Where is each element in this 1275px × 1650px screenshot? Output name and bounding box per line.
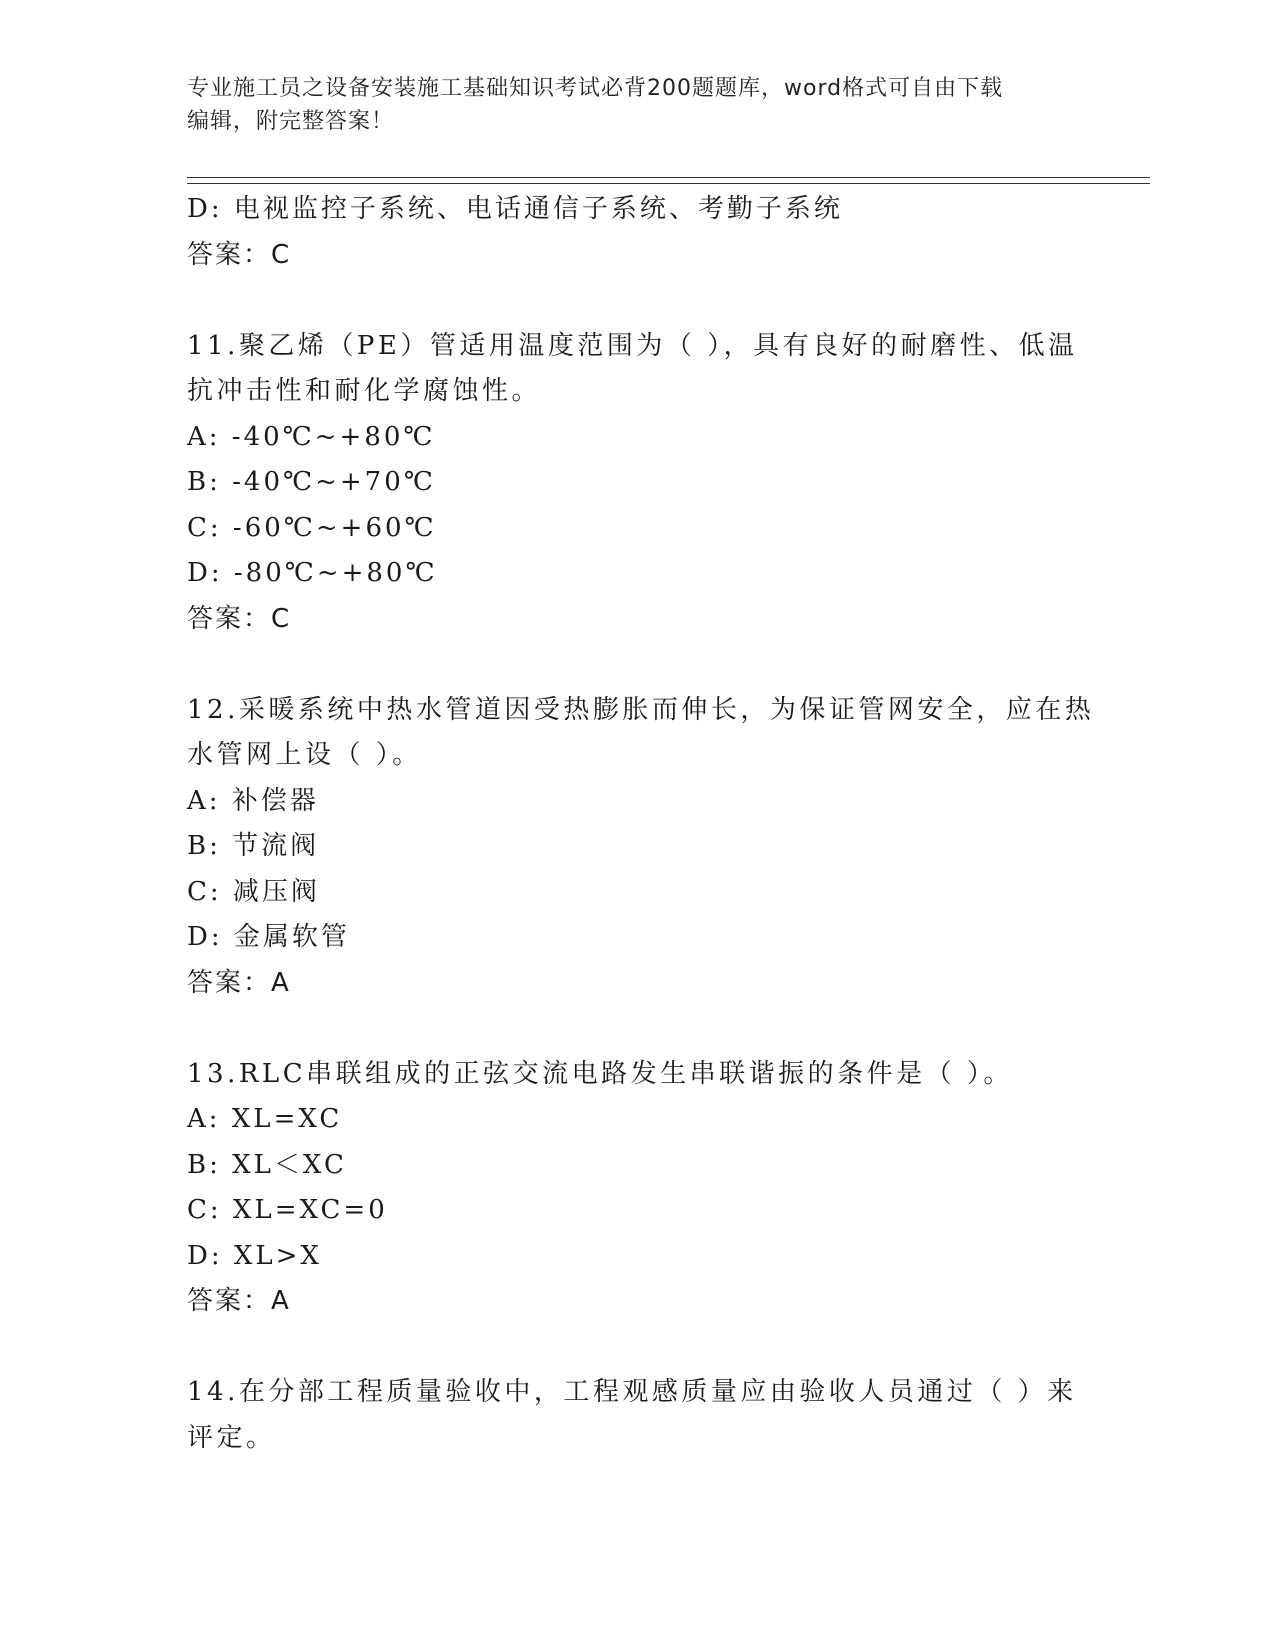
option-b: B: 节流阀 bbox=[187, 831, 320, 861]
stem-line: 14.在分部工程质量验收中，工程观感质量应由验收人员通过（ ）来 bbox=[187, 1377, 1077, 1407]
stem-line: 评定。 bbox=[187, 1422, 276, 1453]
option-a: A: -40℃~+80℃ bbox=[187, 421, 436, 452]
option-b: B: XL＜XC bbox=[187, 1149, 347, 1180]
question-stem bbox=[187, 1370, 1087, 1461]
document-header bbox=[187, 72, 1087, 138]
stem-line: 抗冲击性和耐化学腐蚀性。 bbox=[187, 376, 542, 406]
question-stem bbox=[187, 688, 1095, 779]
option-d: D: 金属软管 bbox=[187, 922, 350, 952]
stem-line: 13.RLC串联组成的正弦交流电路发生串联谐振的条件是（ ）。 bbox=[187, 1058, 1013, 1089]
question-stem bbox=[187, 1052, 1087, 1098]
option-c: C: 减压阀 bbox=[187, 876, 320, 907]
question-10 bbox=[187, 187, 1087, 278]
stem-line: 12.采暖系统中热水管道因受热膨胀而伸长，为保证管网安全，应在热 bbox=[187, 694, 1095, 725]
stem-line: 水管网上设（ ）。 bbox=[187, 740, 422, 770]
option-c: C: -60℃~+60℃ bbox=[187, 512, 437, 543]
question-11 bbox=[187, 324, 1087, 643]
question-list bbox=[187, 187, 1095, 1461]
question-12 bbox=[187, 688, 1095, 1007]
header-divider-top bbox=[187, 177, 1150, 178]
answer: 答案：A bbox=[187, 967, 291, 998]
option-b: B: -40℃~+70℃ bbox=[187, 467, 436, 497]
option-a: A: 补偿器 bbox=[187, 785, 319, 816]
option-a: A: XL=XC bbox=[187, 1104, 343, 1134]
header-title-line1: 专业施工员之设备安装施工基础知识考试必背200题题库，word格式可自由下载 bbox=[187, 76, 1004, 101]
option-c: C: XL=XC=0 bbox=[187, 1195, 388, 1225]
question-14 bbox=[187, 1370, 1087, 1461]
option-d: D: XL>X bbox=[187, 1240, 322, 1271]
answer: 答案：A bbox=[187, 1286, 291, 1316]
answer: 答案：C bbox=[187, 603, 292, 634]
option-d: D: -80℃~+80℃ bbox=[187, 558, 438, 588]
stem-line: 11.聚乙烯（PE）管适用温度范围为（ ），具有良好的耐磨性、低温 bbox=[187, 330, 1078, 361]
answer: 答案：C bbox=[187, 239, 292, 270]
question-13 bbox=[187, 1052, 1087, 1325]
header-divider-bottom bbox=[187, 183, 1150, 184]
question-stem bbox=[187, 324, 1087, 415]
header-title-line2: 编辑，附完整答案！ bbox=[187, 109, 395, 134]
option-d: D: 电视监控子系统、电话通信子系统、考勤子系统 bbox=[187, 194, 843, 224]
